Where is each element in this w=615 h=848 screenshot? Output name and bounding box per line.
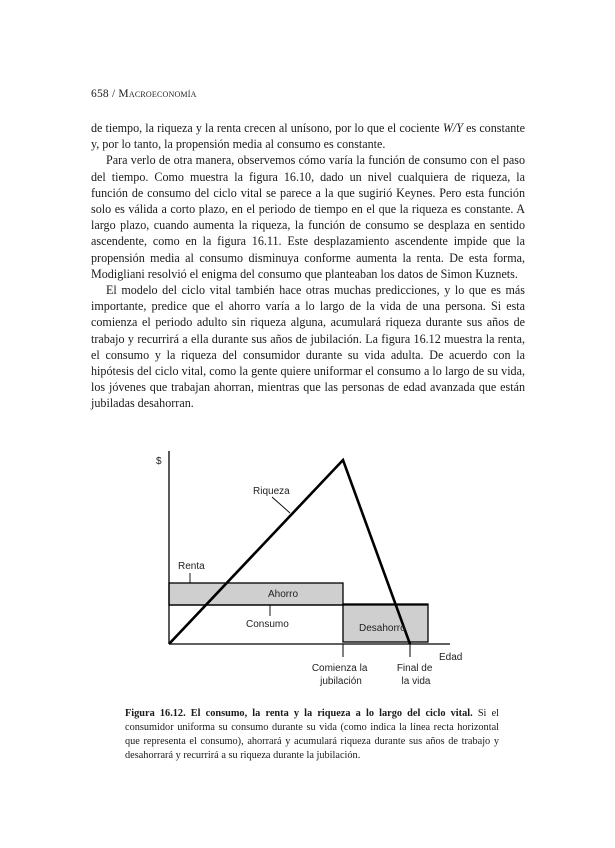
retirement-tick-label-line-2: jubilación [320, 676, 362, 687]
running-header [91, 88, 197, 100]
paragraph-2 [91, 152, 525, 282]
saving-label: Ahorro [268, 589, 299, 600]
text-run: de tiempo, la riqueza y la renta crecen al unísono, por lo que el cociente [91, 121, 443, 135]
paragraph-3 [91, 282, 525, 412]
page-number: 658 [91, 88, 109, 100]
x-axis-label: Edad [439, 652, 463, 663]
end-of-life-tick-label-line-1: Final de [396, 663, 433, 674]
consumption-label: Consumo [246, 619, 289, 630]
saving-area [169, 583, 343, 605]
book-title: Macroeconomía [118, 88, 197, 100]
retirement-tick-label [312, 663, 370, 687]
text-run: es constante y, por lo tanto, la propensión media al consumo es constante. [91, 121, 525, 152]
wealth-label: Riqueza [253, 486, 290, 497]
dissaving-label: Desahorro [359, 623, 406, 634]
end-of-life-tick-label-line-2: la vida [401, 676, 431, 687]
caption-title: Figura 16.12. El consumo, la renta y la riqueza a lo largo del ciclo vital. [125, 708, 473, 719]
header-separator: / [111, 88, 116, 100]
paragraph-1 [91, 120, 525, 152]
life-cycle-diagram [150, 445, 470, 693]
wealth-leader [272, 497, 290, 513]
retirement-tick-label-line-1: Comienza la [311, 663, 368, 674]
income-label: Renta [178, 561, 205, 572]
text-run: Para verlo de otra manera, observemos cómo varía la función de consumo con el paso del tiempo. Como muestra la figura 16.10, dado un nivel cualquiera de riqueza, la función de consumo del ciclo vital se parece a la que sugirió Keynes. Pero esta función solo es válida a corto plazo, en el periodo de tiempo en el que la riqueza es constante. A largo plazo, cuando aumenta la riqueza, la función de consumo se desplaza en sentido ascendente, como en la figura 16.11. Este desplazamiento ascendente impide que la propensión media al consumo disminuya conforme aumenta la renta. De esta forma, Modigliani resolvió el enigma del consumo que planteaban los datos de Simon Kuznets. [91, 153, 525, 281]
caption-text: Si el consumidor uniforma su consumo durante su vida (como indica la línea recta horizontal que representa el consumo), ahorrará y acumulará riqueza durante sus años de trabajo y desahorrará y recurrirá a su riqueza durante la jubilación. [125, 708, 499, 761]
end-of-life-tick-label [397, 663, 435, 687]
life-cycle-figure [150, 445, 470, 693]
body-text [91, 120, 525, 412]
y-axis-label: $ [156, 456, 162, 467]
text-run: El modelo del ciclo vital también hace otras muchas predicciones, y lo que es más importante, predice que el ahorro varía a lo largo de la vida de una persona. Si esta comienza el periodo adulto sin riqueza alguna, acumulará riqueza durante sus años de trabajo y recurrirá a ella durante sus años de jubilación. La figura 16.12 muestra la renta, el consumo y la riqueza del consumidor durante su vida adulta. De acuerdo con la hipótesis del ciclo vital, como la gente quiere uniformar el consumo a lo largo de su vida, los jóvenes que trabajan ahorran, mientras que las personas de edad avanzada que están jubiladas desahorran. [91, 283, 525, 411]
figure-caption [125, 707, 499, 763]
text-run-italic: W/Y [442, 121, 463, 135]
